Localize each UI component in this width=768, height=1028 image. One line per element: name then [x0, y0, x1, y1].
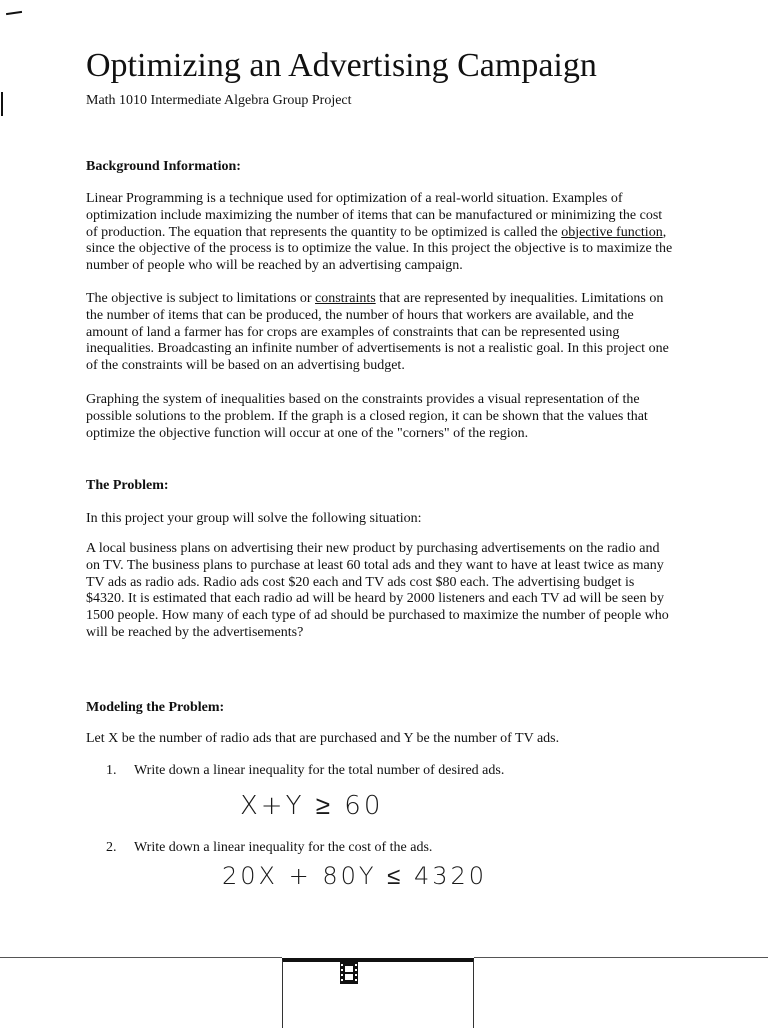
background-p3-text: Graphing the system of inequalities based on the constraints provides a visual representation of the possible solutions to the problem. If the graph is a closed region, it can be shown that the values that optimize the objective function will occur at one of the "corners" of the region.: [86, 392, 648, 441]
background-p1-text-b: , since the objective of the process is to optimize the value. In this project the objective is to maximize the number of people who will be reached by an advertising campaign.: [86, 224, 673, 274]
constraints-term: constraints: [315, 291, 376, 306]
problem-heading: The Problem:: [86, 478, 169, 493]
page-subtitle: Math 1010 Intermediate Algebra Group Project: [86, 93, 352, 108]
scan-mark-left: [1, 92, 3, 116]
background-paragraph-3: [86, 392, 676, 442]
problem-intro-text: In this project your group will solve the following situation:: [86, 511, 422, 526]
question-1-number: 1.: [106, 763, 117, 778]
background-paragraph-1: [86, 191, 676, 275]
footer-line-left: [0, 957, 282, 958]
background-heading: Background Information:: [86, 159, 241, 174]
footer-line-right: [474, 957, 768, 958]
modeling-intro-text: Let X be the number of radio ads that are purchased and Y be the number of TV ads.: [86, 731, 560, 746]
answer-2-handwritten: 20X + 8​0Y ≤ 4320: [222, 862, 488, 890]
question-2-number: 2.: [106, 840, 117, 855]
footer-box: [282, 958, 474, 1028]
film-strip-icon: [340, 962, 358, 984]
background-p1-text-a: Linear Programming is a technique used for optimization of a real-world situation. Examples of optimization include maximizing the number of items that can be manufactured or minimizing the cost of production. The equation that represents the quantity to be optimized is called the: [86, 191, 663, 240]
question-2-text: Write down a linear inequality for the cost of the ads.: [134, 840, 433, 855]
modeling-intro: [86, 731, 676, 748]
answer-1-handwritten: X+Y ≥ 60: [240, 791, 384, 821]
page-title: Optimizing an Advertising Campaign: [86, 47, 597, 84]
background-paragraph-2: [86, 291, 676, 375]
question-1-text: Write down a linear inequality for the total number of desired ads.: [134, 763, 505, 778]
problem-body-text: A local business plans on advertising their new product by purchasing advertisements on the radio and on TV. The business plans to purchase at least 60 total ads and they want to have at least twice as many TV ads as radio ads. Radio ads cost $20 each and TV ads cost $80 each. The advertising budget is $4320. It is estimated that each radio ad will be heard by 2000 listeners and each TV ad will be seen by 1500 people. How many of each type of ad should be purchased to maximize the number of people who will be reached by the advertisements?: [86, 541, 669, 640]
question-2: [106, 839, 432, 857]
objective-function-term: objective function: [561, 224, 663, 240]
question-1: [106, 762, 504, 780]
problem-intro: [86, 511, 676, 528]
background-p2-text-b: that are represented by inequalities. Limitations on the number of items that can be produced, the number of hours that workers are available, and the amount of land a farmer has for crops are examples of constraints that can be represented using inequalities. Broadcasting an infinite number of advertisements is not a realistic goal. In this project one of the constraints will be based on an advertising budget.: [86, 291, 669, 374]
background-p2-text-a: The objective is subject to limitations or: [86, 291, 316, 306]
scan-mark-top: [6, 11, 22, 15]
problem-body: [86, 541, 676, 642]
modeling-heading: Modeling the Problem:: [86, 700, 225, 715]
